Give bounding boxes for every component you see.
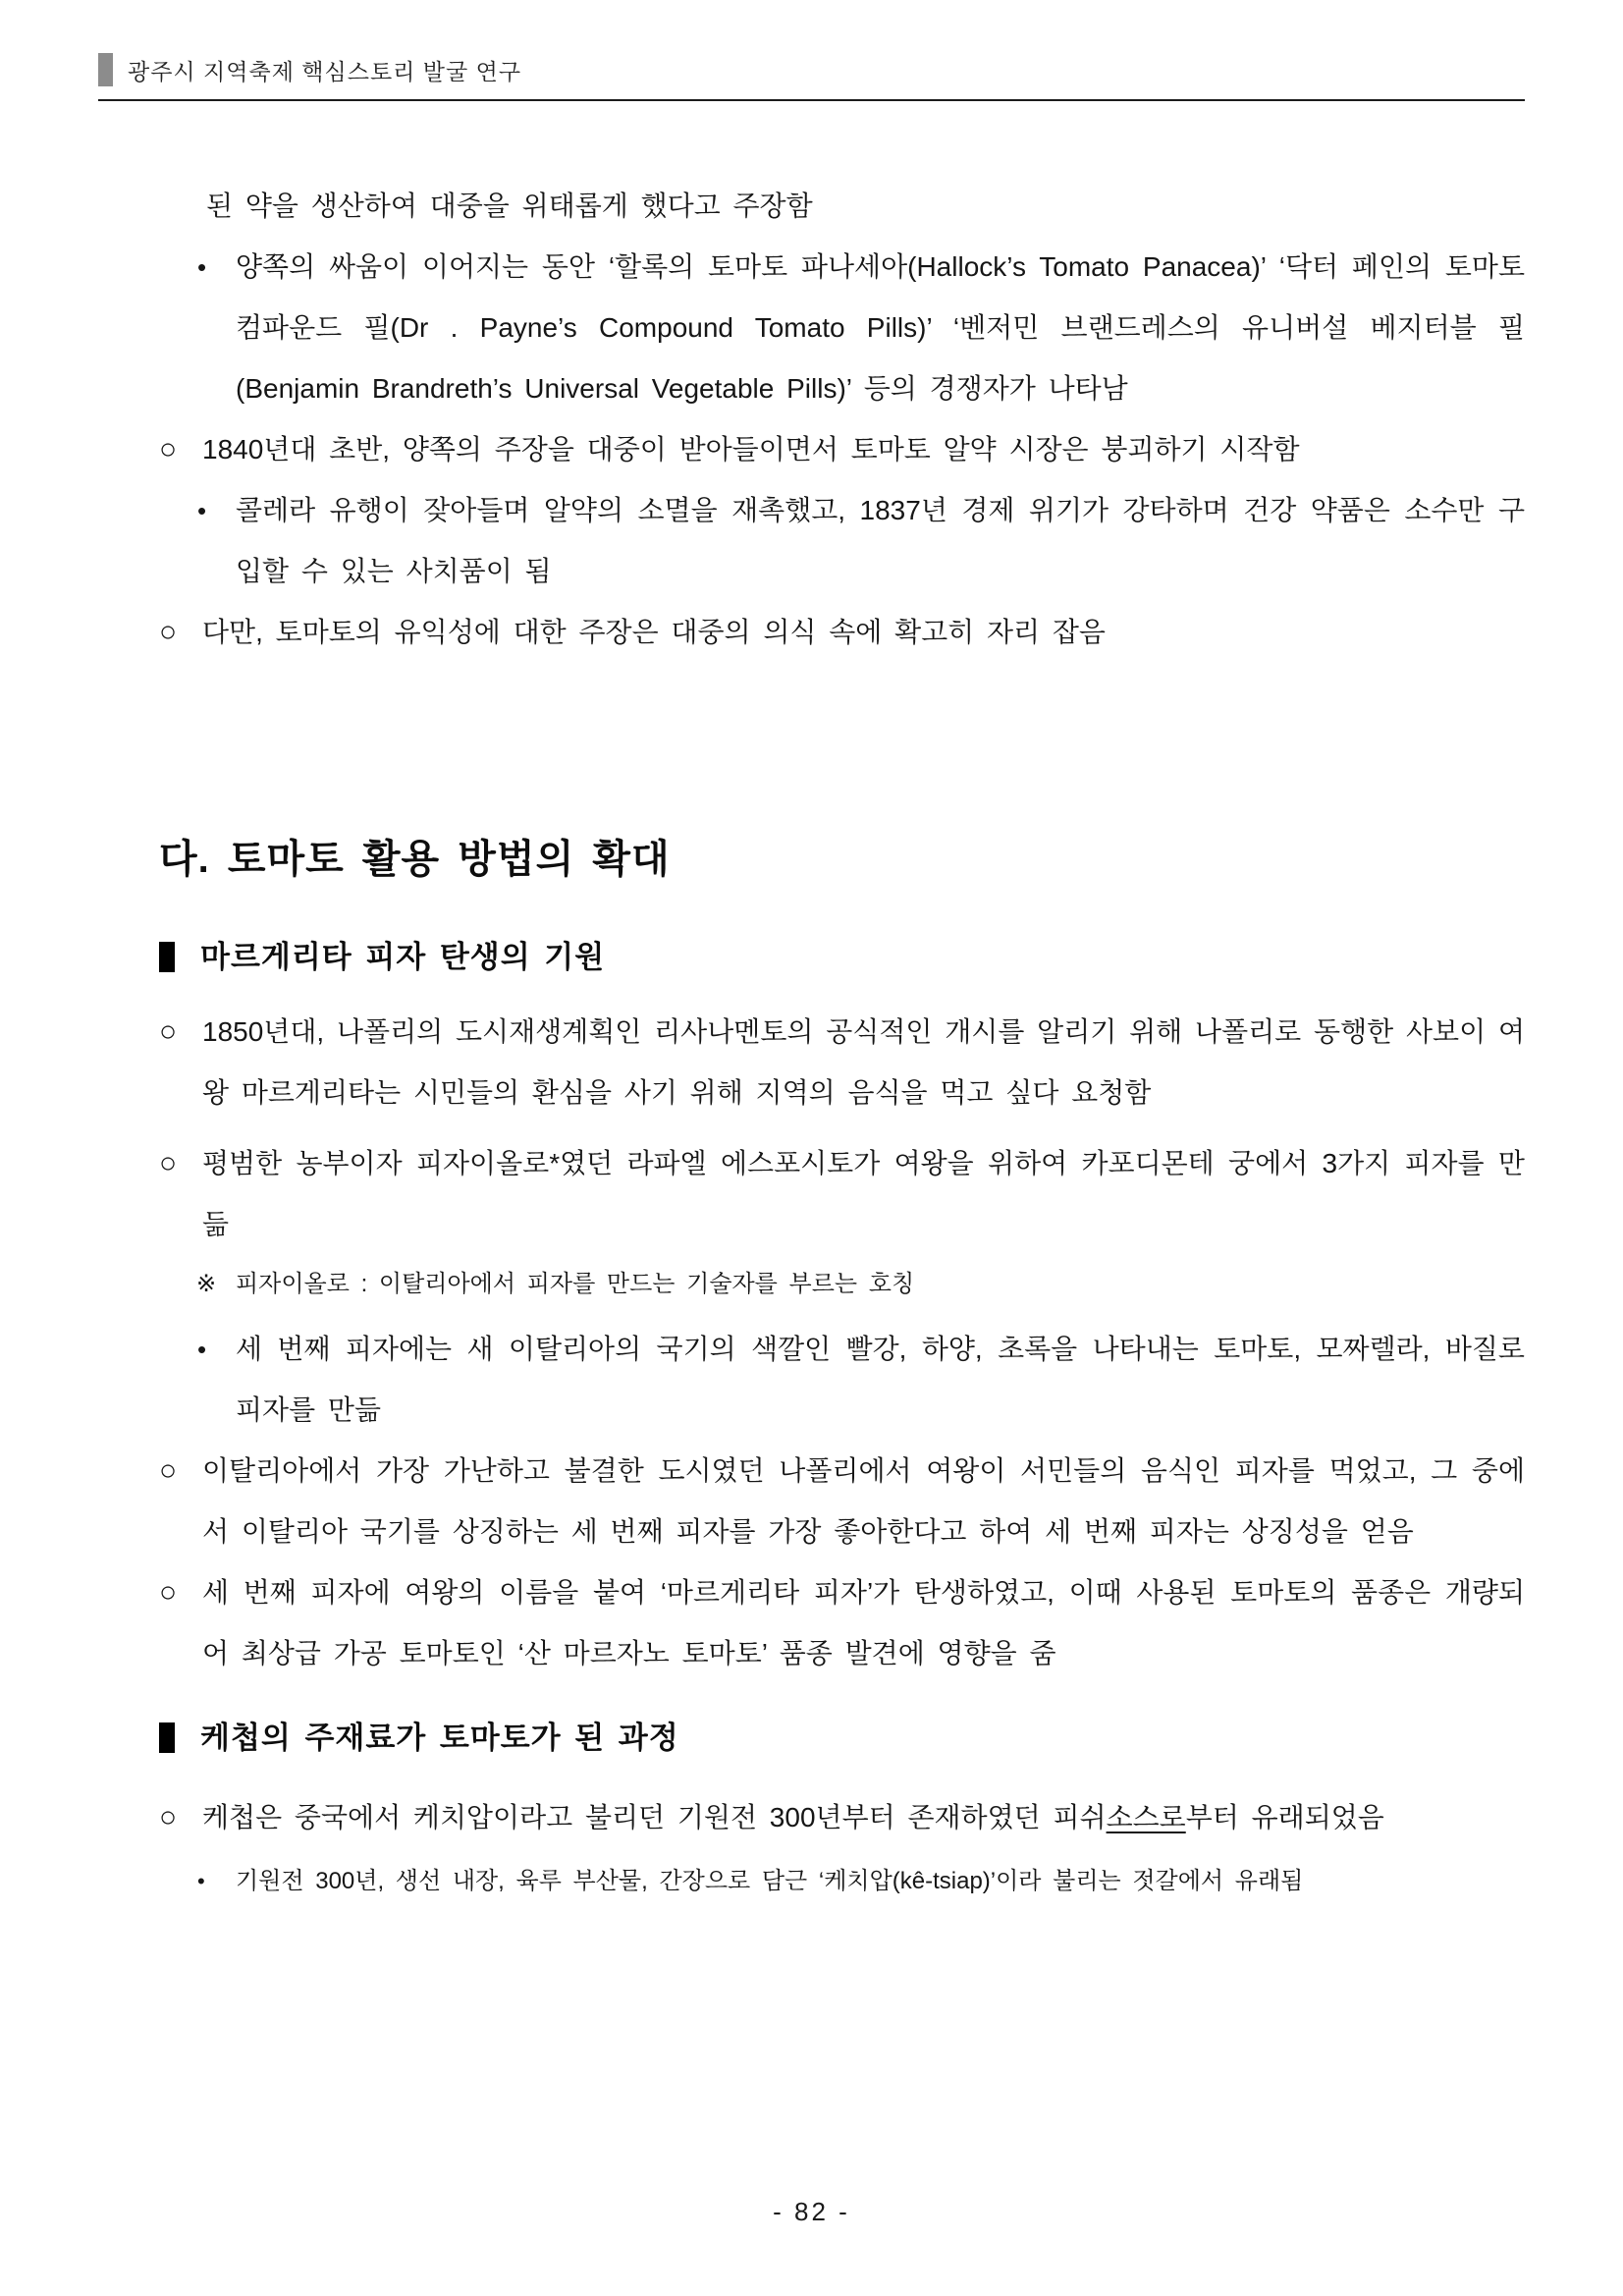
- bullet-item: [98, 1562, 1525, 1684]
- paragraph-continuation: [98, 176, 1525, 237]
- header-accent-bar-icon: [98, 53, 113, 86]
- circle-bullet-icon: ○: [159, 1801, 178, 1833]
- bullet-item: [98, 1787, 1525, 1848]
- paragraph-text: 평범한 농부이자 피자이올로*였던 라파엘 에스포시토가 여왕을 위하여 카포디몬테 궁에서 3가지 피자를 만듦: [202, 1148, 1525, 1239]
- bullet-item: [98, 480, 1525, 602]
- dot-bullet-icon: •: [197, 1869, 205, 1893]
- running-header-title: 광주시 지역축제 핵심스토리 발굴 연구: [128, 58, 522, 84]
- dot-bullet-icon: •: [197, 252, 207, 282]
- circle-bullet-icon: ○: [159, 1576, 178, 1609]
- paragraph-text: 된 약을 생산하여 대중을 위태롭게 했다고 주장함: [206, 191, 813, 221]
- circle-bullet-icon: ○: [159, 433, 178, 465]
- paragraph-text: 양쪽의 싸움이 이어지는 동안 ‘할록의 토마토 파나세아(Hallock’s Tomato Panacea)’ ‘닥터 페인의 토마토 컴파운드 필(Dr . Payne’s Compound Tomato Pills)’ ‘벤저민 브랜드레스의 유니버설 베지터블 필(Benjamin Brandreth’s Universal Vegetable Pills)’ 등의 경쟁자가 나타남: [236, 251, 1525, 404]
- paragraph-text: 세 번째 피자에 여왕의 이름을 붙여 ‘마르게리타 피자’가 탄생하였고, 이때 사용된 토마토의 품종은 개량되어 최상급 가공 토마토인 ‘산 마르자노 토마토’ 품종 발견에 영향을 줌: [202, 1577, 1525, 1668]
- paragraph-text: 1850년대, 나폴리의 도시재생계획인 리사나멘토의 공식적인 개시를 알리기 위해 나폴리로 동행한 사보이 여왕 마르게리타는 시민들의 환심을 사기 위해 지역의 음식을 먹고 싶다 요청함: [202, 1016, 1525, 1108]
- paragraph-text-post: 부터 유래되었음: [1185, 1802, 1384, 1832]
- section-bar-icon: [159, 942, 175, 972]
- paragraph-text: 다만, 토마토의 유익성에 대한 주장은 대중의 의식 속에 확고히 자리 잡음: [202, 617, 1106, 647]
- footnote-text: 피자이올로 : 이탈리아에서 피자를 만드는 기술자를 부르는 호칭: [236, 1271, 915, 1297]
- circle-bullet-icon: ○: [159, 616, 178, 648]
- paragraph-text: 이탈리아에서 가장 가난하고 불결한 도시였던 나폴리에서 여왕이 서민들의 음식인 피자를 먹었고, 그 중에서 이탈리아 국기를 상징하는 세 번째 피자를 가장 좋아한다고 하여 세 번째 피자는 상징성을 얻음: [202, 1455, 1525, 1547]
- dot-bullet-icon: •: [197, 1335, 207, 1364]
- paragraph-text-underlined: 소스로: [1106, 1802, 1186, 1832]
- dot-bullet-icon: •: [197, 496, 207, 525]
- sub-heading-text: 마르게리타 피자 탄생의 기원: [200, 940, 606, 974]
- sub-heading: [98, 938, 1525, 977]
- section-heading: 다. 토마토 활용 방법의 확대: [159, 838, 671, 881]
- page-number: - 82 -: [773, 2197, 850, 2226]
- circle-bullet-icon: ○: [159, 1015, 178, 1048]
- bullet-item: [98, 1133, 1525, 1255]
- reference-mark-icon: ※: [196, 1271, 217, 1297]
- bullet-item: [98, 1441, 1525, 1562]
- document-body: [98, 176, 1525, 1907]
- paragraph-text: 1840년대 초반, 양쪽의 주장을 대중이 받아들이면서 토마토 알약 시장은 붕괴하기 시작함: [202, 434, 1300, 465]
- paragraph-text: 콜레라 유행이 잦아들며 알약의 소멸을 재촉했고, 1837년 경제 위기가 강타하며 건강 약품은 소수만 구입할 수 있는 사치품이 됨: [236, 495, 1525, 586]
- sub-heading-text: 케첩의 주재료가 토마토가 된 과정: [200, 1721, 679, 1755]
- footnote-item: [98, 1260, 1525, 1309]
- circle-bullet-icon: ○: [159, 1147, 178, 1179]
- paragraph-text-pre: 케첩은 중국에서 케치압이라고 불리던 기원전 300년부터 존재하였던 피쉬: [202, 1802, 1107, 1832]
- bullet-item: [98, 1856, 1525, 1907]
- section-bar-icon: [159, 1722, 175, 1753]
- bullet-item: [98, 419, 1525, 480]
- paragraph-text: 세 번째 피자에는 새 이탈리아의 국기의 색깔인 빨강, 하양, 초록을 나타내는 토마토, 모짜렐라, 바질로 피자를 만듦: [236, 1334, 1525, 1425]
- running-header: [98, 53, 1525, 101]
- sub-heading: [98, 1719, 1525, 1758]
- bullet-item: [98, 1002, 1525, 1123]
- bullet-item: [98, 1319, 1525, 1441]
- paragraph-text: 기원전 300년, 생선 내장, 육루 부산물, 간장으로 담근 ‘케치압(kê-tsiap)’이라 불리는 젓갈에서 유래됨: [236, 1868, 1304, 1894]
- circle-bullet-icon: ○: [159, 1454, 178, 1487]
- bullet-item: [98, 237, 1525, 419]
- bullet-item: [98, 602, 1525, 663]
